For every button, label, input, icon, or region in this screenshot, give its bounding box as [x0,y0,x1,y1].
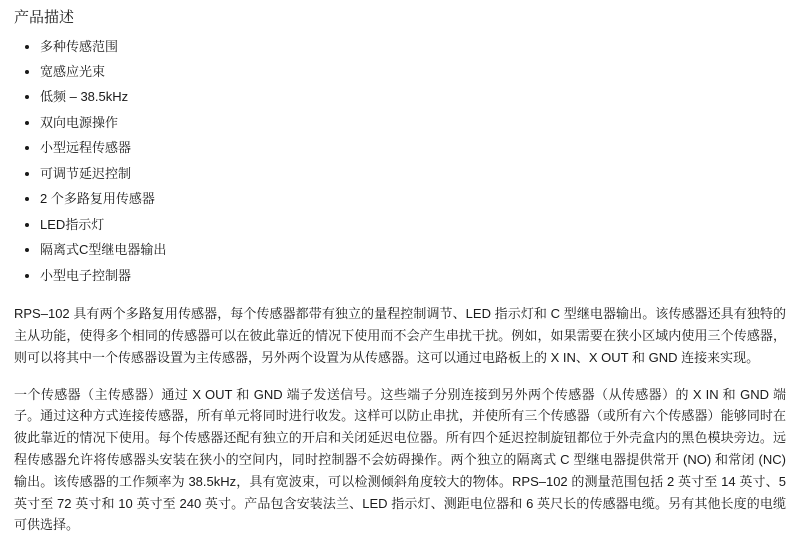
list-item: 多种传感范围 [40,38,786,56]
list-item: 宽感应光束 [40,63,786,81]
list-item: 隔离式C型继电器输出 [40,241,786,259]
list-item: LED指示灯 [40,216,786,234]
list-item: 小型远程传感器 [40,139,786,157]
list-item: 双向电源操作 [40,114,786,132]
list-item: 小型电子控制器 [40,267,786,285]
description-paragraph-2: 一个传感器（主传感器）通过 X OUT 和 GND 端子发送信号。这些端子分别连接到另外两个传感器（从传感器）的 X IN 和 GND 端子。通过这种方式连接传感器，所有单元将同时进行收发。这样可以防止串扰，并使所有三个传感器（或所有六个传感器）能够同时在彼此靠近的情况下使用。每个传感器还配有独立的开启和关闭延迟电位器。所有四个延迟控制旋钮都位于外壳盒内的黑色模块旁边。远程传感器允许将传感器头安装在狭小的空间内，同时控制器不会妨碍操作。两个独立的隔离式 C 型继电器提供常开 (NO) 和常闭 (NC) 输出。该传感器的工作频率为 38.5kHz，具有宽波束，可以检测倾斜角度较大的物体。RPS–102 的测量范围包括 2 英寸至 14 英寸、5 英寸至 72 英寸和 10 英寸至 240 英寸。产品包含安装法兰、LED 指示灯、测距电位器和 6 英尺长的传感器电缆。另有其他长度的电缆可供选择。 [14,386,786,533]
page-title: 产品描述 [14,9,75,26]
list-item: 可调节延迟控制 [40,165,786,183]
list-item: 低频 – 38.5kHz [40,88,786,106]
feature-list [14,38,786,286]
description-paragraph-1: RPS–102 具有两个多路复用传感器，每个传感器都带有独立的量程控制调节、LED 指示灯和 C 型继电器输出。该传感器还具有独特的主从功能，使得多个相同的传感器可以在彼此靠近的情况下使用而不会产生串扰干扰。例如，如果需要在狭小区域内使用三个传感器，则可以将其中一个传感器设置为主传感器，另外两个设置为从传感器。这可以通过电路板上的 X IN、X OUT 和 GND 连接来实现。 [14,306,786,365]
list-item: 2 个多路复用传感器 [40,190,786,208]
